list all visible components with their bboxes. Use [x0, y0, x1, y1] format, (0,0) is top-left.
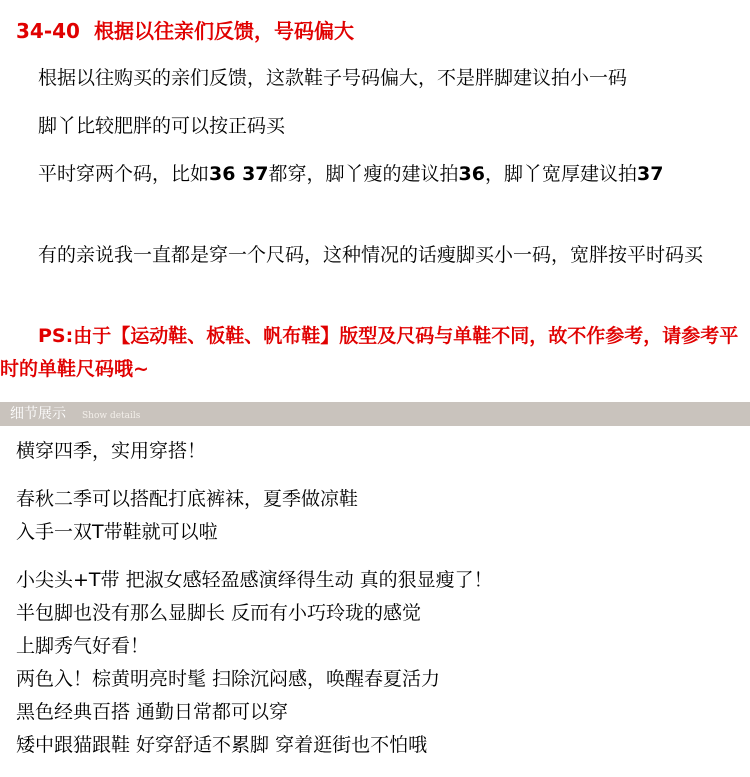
ps-note: PS:由于【运动鞋、板鞋、帆布鞋】版型及尺码与单鞋不同，故不作参考，请参考平时的单鞋尺码哦~ — [0, 325, 739, 380]
detail-line: 矮中跟猫跟鞋 好穿舒适不累脚 穿着逛街也不怕哦 — [16, 734, 428, 756]
size-numbers: 36 37 — [209, 163, 269, 185]
detail-line: 两色入！棕黄明亮时髦 扫除沉闷感，唤醒春夏活力 — [16, 668, 441, 690]
detail-line: 小尖头+T带 把淑女感轻盈感演绎得生动 真的狠显瘦了！ — [16, 569, 493, 591]
size-heading-text: 根据以往亲们反馈，号码偏大 — [93, 19, 354, 43]
size-advice-paragraph-1: 根据以往购买的亲们反馈，这款鞋子号码偏大，不是胖脚建议拍小一码 — [38, 67, 628, 89]
details-section-bar — [0, 402, 750, 426]
detail-line: 半包脚也没有那么显脚长 反而有小巧玲珑的感觉 — [16, 602, 422, 624]
details-subtitle: Show details — [82, 411, 141, 421]
detail-line: 黑色经典百搭 通勤日常都可以穿 — [16, 701, 289, 723]
size-advice-paragraph-3 — [0, 158, 742, 191]
details-title: 细节展示 — [10, 406, 66, 422]
detail-line: 上脚秀气好看！ — [16, 635, 150, 657]
size-number-slim: 36 — [458, 163, 485, 185]
detail-line: 横穿四季，实用穿搭！ — [16, 440, 207, 462]
size-advice-paragraph-4: 有的亲说我一直都是穿一个尺码，这种情况的话瘦脚买小一码，宽胖按平时码买 — [38, 244, 704, 266]
detail-line: 入手一双T带鞋就可以啦 — [16, 521, 218, 543]
size-number-wide: 37 — [637, 163, 664, 185]
size-range: 34-40 — [16, 19, 80, 43]
detail-line: 春秋二季可以搭配打底裤袜，夏季做凉鞋 — [16, 488, 359, 510]
paragraph-3-text-a: 平时穿两个码，比如 — [38, 163, 210, 185]
paragraph-3-text-c: 都穿，脚丫瘦的建议拍 — [268, 163, 459, 185]
size-heading — [16, 18, 354, 44]
size-advice-paragraph-2: 脚丫比较肥胖的可以按正码买 — [38, 115, 286, 137]
paragraph-3-text-e: ，脚丫宽厚建议拍 — [484, 163, 637, 185]
